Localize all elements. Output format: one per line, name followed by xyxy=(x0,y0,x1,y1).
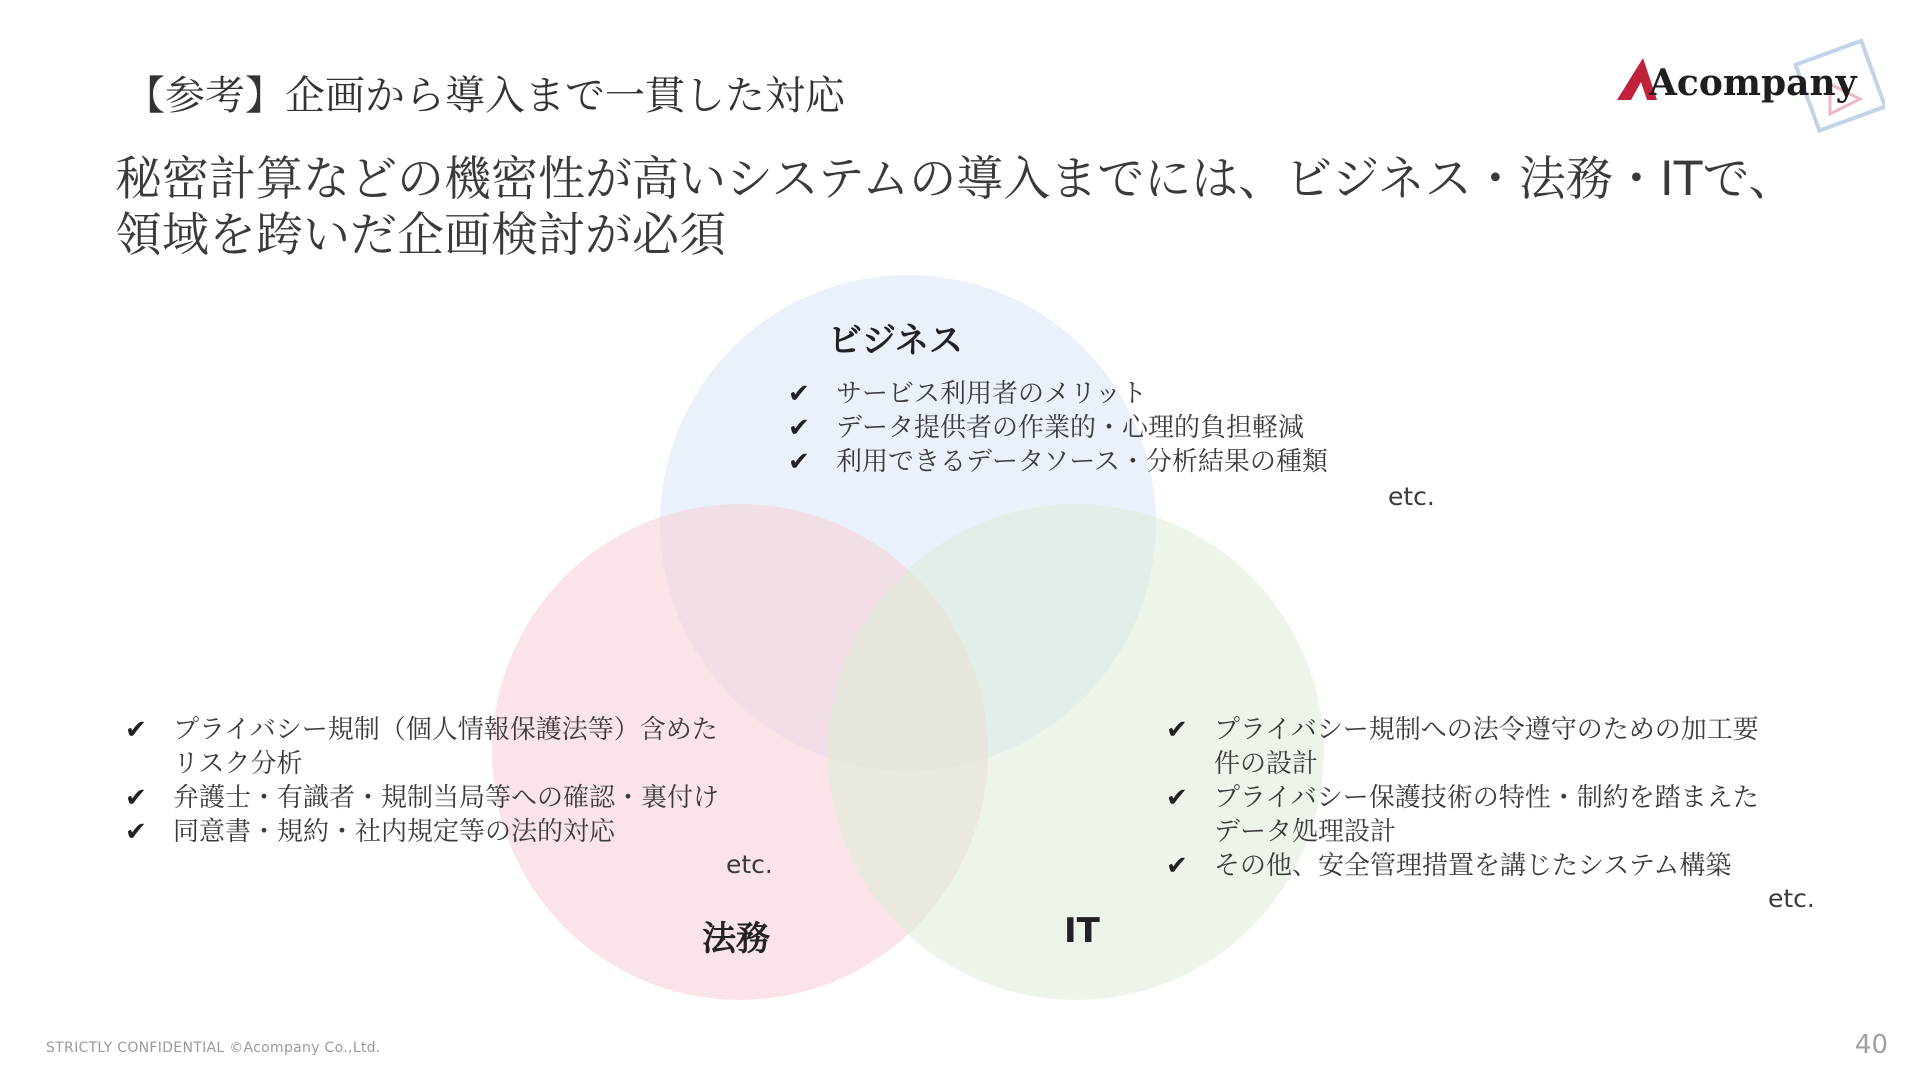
list-item xyxy=(1166,713,1826,781)
legal-list xyxy=(125,713,785,849)
list-item xyxy=(788,377,1408,411)
legal-label: 法務 xyxy=(702,919,770,959)
list-item xyxy=(788,411,1408,445)
confidential-footer: STRICTLY CONFIDENTIAL ©Acompany Co.,Ltd. xyxy=(46,1040,381,1056)
list-item xyxy=(1166,781,1826,849)
check-icon: ✔ xyxy=(1166,715,1188,745)
check-icon: ✔ xyxy=(125,783,147,813)
legal-etc: etc. xyxy=(726,850,773,879)
list-item xyxy=(788,445,1408,479)
it-etc: etc. xyxy=(1768,884,1815,913)
page-number: 40 xyxy=(1854,1030,1888,1060)
headline-line-1: 秘密計算などの機密性が高いシステムの導入までには、ビジネス・法務・ITで、 xyxy=(115,152,1796,207)
list-item xyxy=(1166,849,1826,883)
list-item-text: プライバシー規制への法令遵守のための加工要 件の設計 xyxy=(1214,715,1759,779)
it-label: IT xyxy=(1064,911,1100,951)
business-list xyxy=(788,377,1408,479)
check-icon: ✔ xyxy=(125,817,147,847)
list-item xyxy=(125,713,785,781)
business-etc: etc. xyxy=(1388,482,1435,511)
list-item-text: データ提供者の作業的・心理的負担軽減 xyxy=(836,413,1305,443)
list-item-text: 弁護士・有識者・規制当局等への確認・裏付け xyxy=(173,783,720,813)
it-list xyxy=(1166,713,1826,883)
check-icon: ✔ xyxy=(1166,851,1188,881)
business-label: ビジネス xyxy=(828,321,963,361)
list-item-text: 利用できるデータソース・分析結果の種類 xyxy=(836,447,1328,477)
check-icon: ✔ xyxy=(1166,783,1188,813)
check-icon: ✔ xyxy=(125,715,147,745)
check-icon: ✔ xyxy=(788,413,810,443)
list-item-text: サービス利用者のメリット xyxy=(836,379,1147,409)
list-item-text: その他、安全管理措置を講じたシステム構築 xyxy=(1214,851,1732,881)
list-item xyxy=(125,815,785,849)
headline-line-2: 領域を跨いだ企画検討が必須 xyxy=(115,208,726,263)
logo-text: Acompany xyxy=(1649,62,1857,104)
check-icon: ✔ xyxy=(788,447,810,477)
section-title: 【参考】企画から導入まで一貫した対応 xyxy=(125,73,845,119)
list-item xyxy=(125,781,785,815)
list-item-text: プライバシー保護技術の特性・制約を踏まえた データ処理設計 xyxy=(1214,783,1759,847)
list-item-text: 同意書・規約・社内規定等の法的対応 xyxy=(173,817,616,847)
check-icon: ✔ xyxy=(788,379,810,409)
list-item-text: プライバシー規制（個人情報保護法等）含めた リスク分析 xyxy=(173,715,718,779)
